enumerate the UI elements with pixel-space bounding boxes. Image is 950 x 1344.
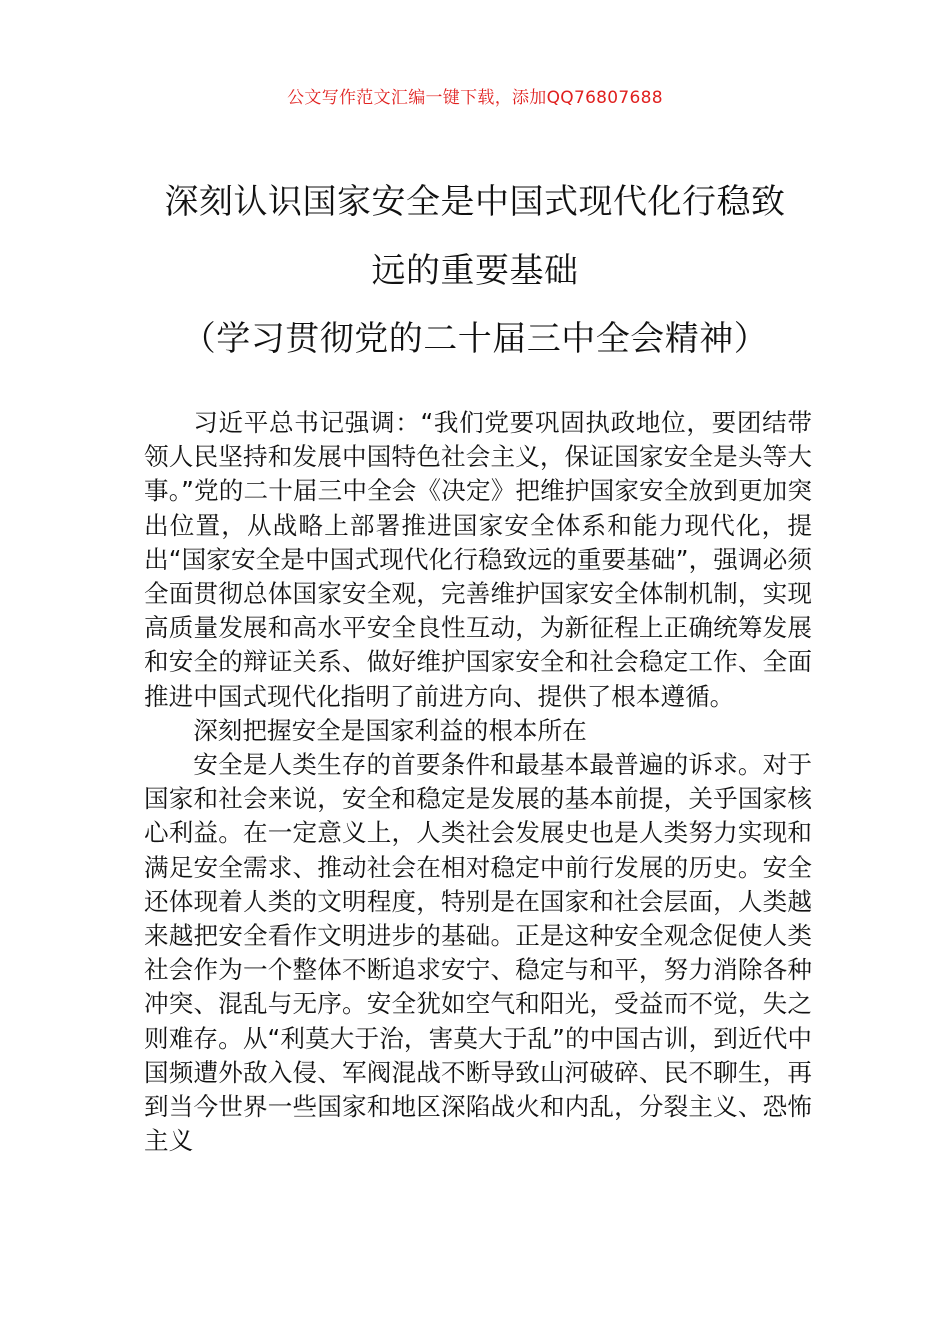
section-heading: 深刻把握安全是国家利益的根本所在 (193, 715, 587, 745)
download-notice: 公文写作范文汇编一键下载，添加QQ76807688 (287, 88, 663, 108)
document-title-line-2: 远的重要基础 (371, 251, 579, 291)
document-title-line-1: 深刻认识国家安全是中国式现代化行稳致 (164, 182, 786, 222)
paragraph-security: 安全是人类生存的首要条件和最基本最普遍的诉求。对于国家和社会来说，安全和稳定是发展的基本前提，关乎国家核心利益。在一定意义上，人类社会发展史也是人类努力实现和满足安全需求、推动社会在相对稳定中前行发展的历史。安全还体现着人类的文明程度，特别是在国家和社会层面，人类越来越把安全看作文明进步的基础。正是这种安全观念促使人类社会作为一个整体不断追求安宁、稳定与和平，努力消除各种冲突、混乱与无序。安全犹如空气和阳光，受益而不觉，失之则难存。从“利莫大于治，害莫大于乱”的中国古训，到近代中国频遭外敌入侵、军阀混战不断导致山河破碎、民不聊生，再到当今世界一些国家和地区深陷战火和内乱，分裂主义、恐怖主义 (144, 750, 813, 1156)
document-subtitle: （学习贯彻党的二十届三中全会精神） (181, 319, 769, 359)
document-body (144, 406, 812, 1158)
paragraph-intro: 习近平总书记强调：“我们党要巩固执政地位，要团结带领人民坚持和发展中国特色社会主义，保证国家安全是头等大事。”党的二十届三中全会《决定》把维护国家安全放到更加突出位置，从战略上部署推进国家安全体系和能力现代化，提出“国家安全是中国式现代化行稳致远的重要基础”，强调必须全面贯彻总体国家安全观，完善维护国家安全体制机制，实现高质量发展和高水平安全良性互动，为新征程上正确统筹发展和安全的辩证关系、做好维护国家安全和社会稳定工作、全面推进中国式现代化指明了前进方向、提供了根本遵循。 (144, 408, 813, 711)
